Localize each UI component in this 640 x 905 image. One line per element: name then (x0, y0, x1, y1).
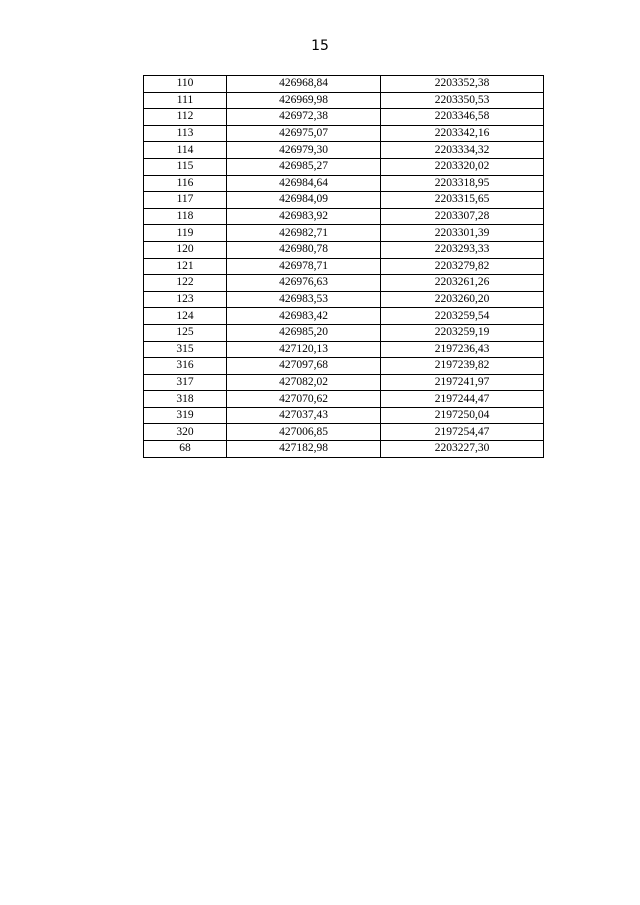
y-coordinate-cell: 2203346,58 (381, 109, 544, 126)
x-coordinate-cell: 426984,09 (227, 192, 381, 209)
y-coordinate-cell: 2203259,54 (381, 308, 544, 325)
point-number-cell: 320 (144, 424, 227, 441)
table-row (144, 275, 544, 292)
x-coordinate-cell: 427006,85 (227, 424, 381, 441)
x-coordinate-cell: 426985,20 (227, 324, 381, 341)
x-coordinate-cell: 426980,78 (227, 241, 381, 258)
coordinates-table (143, 75, 544, 458)
y-coordinate-cell: 2197244,47 (381, 391, 544, 408)
coordinates-table-body (144, 76, 544, 458)
y-coordinate-cell: 2203301,39 (381, 225, 544, 242)
y-coordinate-cell: 2203334,32 (381, 142, 544, 159)
table-row (144, 109, 544, 126)
point-number-cell: 115 (144, 158, 227, 175)
table-row (144, 441, 544, 458)
x-coordinate-cell: 426984,64 (227, 175, 381, 192)
table-row (144, 192, 544, 209)
y-coordinate-cell: 2203279,82 (381, 258, 544, 275)
y-coordinate-cell: 2203261,26 (381, 275, 544, 292)
x-coordinate-cell: 426985,27 (227, 158, 381, 175)
x-coordinate-cell: 427070,62 (227, 391, 381, 408)
y-coordinate-cell: 2197254,47 (381, 424, 544, 441)
page-number: 15 (311, 38, 329, 54)
point-number-cell: 318 (144, 391, 227, 408)
table-row (144, 92, 544, 109)
x-coordinate-cell: 426979,30 (227, 142, 381, 159)
table-row (144, 125, 544, 142)
y-coordinate-cell: 2203227,30 (381, 441, 544, 458)
point-number-cell: 113 (144, 125, 227, 142)
x-coordinate-cell: 427120,13 (227, 341, 381, 358)
y-coordinate-cell: 2203320,02 (381, 158, 544, 175)
x-coordinate-cell: 426968,84 (227, 76, 381, 93)
x-coordinate-cell: 427082,02 (227, 374, 381, 391)
x-coordinate-cell: 426972,38 (227, 109, 381, 126)
table-row (144, 76, 544, 93)
x-coordinate-cell: 427037,43 (227, 407, 381, 424)
point-number-cell: 118 (144, 208, 227, 225)
point-number-cell: 111 (144, 92, 227, 109)
x-coordinate-cell: 426982,71 (227, 225, 381, 242)
y-coordinate-cell: 2203259,19 (381, 324, 544, 341)
point-number-cell: 123 (144, 291, 227, 308)
point-number-cell: 68 (144, 441, 227, 458)
table-row (144, 258, 544, 275)
point-number-cell: 122 (144, 275, 227, 292)
x-coordinate-cell: 426969,98 (227, 92, 381, 109)
x-coordinate-cell: 427097,68 (227, 358, 381, 375)
table-row (144, 175, 544, 192)
table-row (144, 341, 544, 358)
point-number-cell: 316 (144, 358, 227, 375)
table-row (144, 407, 544, 424)
point-number-cell: 114 (144, 142, 227, 159)
x-coordinate-cell: 426978,71 (227, 258, 381, 275)
table-row (144, 208, 544, 225)
point-number-cell: 116 (144, 175, 227, 192)
table-row (144, 324, 544, 341)
y-coordinate-cell: 2203342,16 (381, 125, 544, 142)
point-number-cell: 121 (144, 258, 227, 275)
table-row (144, 291, 544, 308)
table-row (144, 241, 544, 258)
y-coordinate-cell: 2197236,43 (381, 341, 544, 358)
y-coordinate-cell: 2203350,53 (381, 92, 544, 109)
y-coordinate-cell: 2197239,82 (381, 358, 544, 375)
x-coordinate-cell: 426983,92 (227, 208, 381, 225)
y-coordinate-cell: 2203318,95 (381, 175, 544, 192)
x-coordinate-cell: 426976,63 (227, 275, 381, 292)
table-row (144, 358, 544, 375)
point-number-cell: 319 (144, 407, 227, 424)
x-coordinate-cell: 426983,42 (227, 308, 381, 325)
x-coordinate-cell: 426975,07 (227, 125, 381, 142)
table-row (144, 424, 544, 441)
table-row (144, 225, 544, 242)
point-number-cell: 112 (144, 109, 227, 126)
point-number-cell: 120 (144, 241, 227, 258)
point-number-cell: 125 (144, 324, 227, 341)
y-coordinate-cell: 2203260,20 (381, 291, 544, 308)
point-number-cell: 124 (144, 308, 227, 325)
y-coordinate-cell: 2197241,97 (381, 374, 544, 391)
y-coordinate-cell: 2203352,38 (381, 76, 544, 93)
x-coordinate-cell: 426983,53 (227, 291, 381, 308)
y-coordinate-cell: 2203315,65 (381, 192, 544, 209)
point-number-cell: 110 (144, 76, 227, 93)
x-coordinate-cell: 427182,98 (227, 441, 381, 458)
table-row (144, 308, 544, 325)
table-row (144, 158, 544, 175)
y-coordinate-cell: 2203307,28 (381, 208, 544, 225)
y-coordinate-cell: 2203293,33 (381, 241, 544, 258)
table-row (144, 374, 544, 391)
point-number-cell: 117 (144, 192, 227, 209)
point-number-cell: 315 (144, 341, 227, 358)
table-row (144, 391, 544, 408)
y-coordinate-cell: 2197250,04 (381, 407, 544, 424)
table-row (144, 142, 544, 159)
point-number-cell: 119 (144, 225, 227, 242)
point-number-cell: 317 (144, 374, 227, 391)
